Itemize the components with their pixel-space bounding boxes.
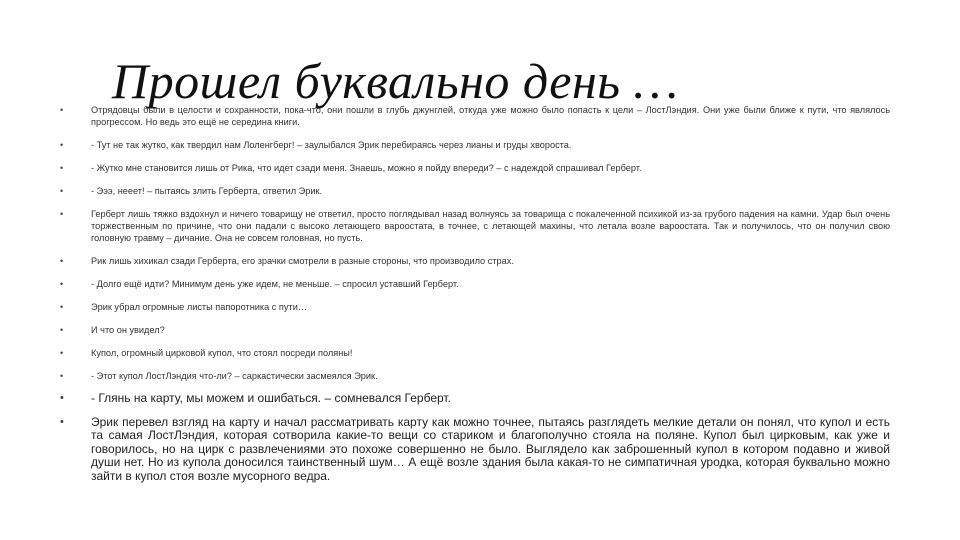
list-item-text: Эрик перевел взгляд на карту и начал рассматривать карту как можно точнее, пытаясь разглядеть мелкие детали он понял, что купол и есть та самая ЛостЛэндия, которая сотворила какие-то вещи со стариком и благополучно стояла на поляне. Купол был цирковым, как уже и говорилось, но на цирк с развлечениями это похоже совершенно не было. Выглядело как заброшенный купол в котором подавно и живой души нет. Но из купола доносился таинственный шум… А ещё возле здания была какая-то не симпатичная уродка, которая буквально можно зайти в купол стоя возле мусорного ведра.: [91, 414, 890, 483]
list-item: [60, 324, 890, 336]
list-item-text: Рик лишь хихикал сзади Герберта, его зрачки смотрели в разные стороны, что производило страх.: [91, 256, 514, 266]
slide-title: Прошел буквально день …: [112, 53, 679, 109]
list-item: [60, 104, 890, 128]
list-item: [60, 208, 890, 244]
list-item-text: - Глянь на карту, мы можем и ошибаться. – сомневался Герберт.: [91, 391, 451, 405]
list-item-text: Герберт лишь тяжко вздохнул и ничего товарищу не ответил, просто поглядывал назад волнуясь за товарища с покалеченной психикой из-за грубого падения на камни. Удар был очень торжественным по причине, что они падали с высоко летающего вароостата, в точнее, с летающей махины, что летала возле вароостата. Так и получилось, что он получил свою головную травму – дичание. Она не совсем головная, но пусть.: [91, 209, 890, 243]
bullet-icon: •: [60, 140, 64, 150]
list-item: [60, 139, 890, 151]
bullet-icon: •: [60, 371, 64, 381]
bullet-icon: •: [60, 348, 64, 358]
list-item-text: - Эээ, нееет! – пытаясь злить Герберта, ответил Эрик.: [91, 186, 323, 196]
bullet-icon: •: [60, 392, 64, 404]
list-item-text: И что он увидел?: [91, 325, 165, 335]
bullet-icon: •: [60, 105, 64, 115]
list-item: [60, 301, 890, 313]
list-item-text: Отрядовцы были в целости и сохранности, пока-что, они пошли в глубь джунглей, откуда уже можно было попасть к цели – ЛостЛэндия. Они уже были ближе к пути, что являлось прогрессом. Но ведь это ещё не середина книги.: [91, 105, 890, 127]
list-item-text: Эрик убрал огромные листы папоротника с пути…: [91, 302, 308, 312]
list-item-text: Купол, огромный цирковой купол, что стоял посреди поляны!: [91, 348, 353, 358]
bullet-icon: •: [60, 163, 64, 173]
bullet-icon: •: [60, 302, 64, 312]
list-item: [60, 370, 890, 382]
list-item-text: - Долго ещё идти? Минимум день уже идем, не меньше. – спросил уставший Герберт.: [91, 279, 459, 289]
bullet-icon: •: [60, 325, 64, 335]
list-item-text: - Жутко мне становится лишь от Рика, что идет сзади меня. Знаешь, можно я пойду впереди? – с надеждой спрашивал Герберт.: [91, 163, 642, 173]
list-item: [60, 416, 890, 484]
bullet-icon: •: [60, 186, 64, 196]
list-item: [60, 347, 890, 359]
list-item: [60, 278, 890, 290]
list-item-text: - Тут не так жутко, как твердил нам Лоленгберг! – заулыбался Эрик перебираясь через лианы и груды хвороста.: [91, 140, 572, 150]
list-item: [60, 162, 890, 174]
list-item: [60, 255, 890, 267]
list-item-text: - Этот купол ЛостЛэндия что-ли? – саркастически засмеялся Эрик.: [91, 371, 378, 381]
list-item: [60, 185, 890, 197]
bullet-icon: •: [60, 279, 64, 289]
bullet-icon: •: [60, 415, 64, 428]
body-text-list: [60, 104, 890, 483]
list-item: [60, 392, 890, 406]
bullet-icon: •: [60, 209, 64, 219]
bullet-icon: •: [60, 256, 64, 266]
